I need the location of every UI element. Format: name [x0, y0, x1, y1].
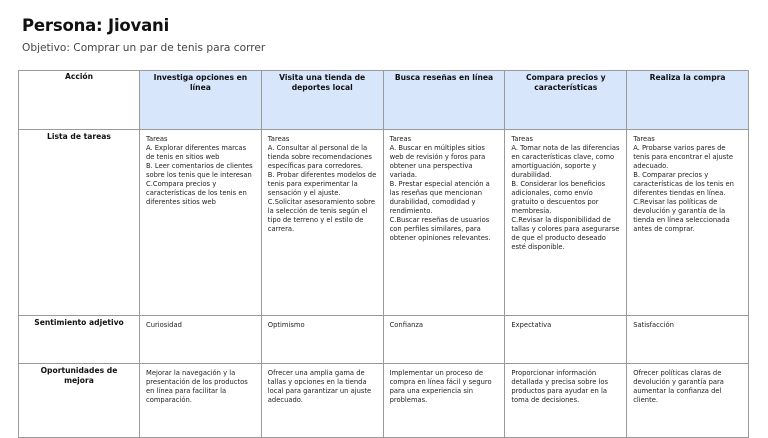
journey-map-table: [18, 70, 749, 438]
tasks-cell: [505, 130, 627, 316]
task-item: A. Consultar al personal de la tienda sobre recomendaciones específicas para corredores.: [267, 144, 372, 171]
row-label-sentiment: Sentimiento adjetivo: [19, 316, 140, 364]
task-item: B. Prestar especial atención a las reseñas que mencionan durabilidad, comodidad y rendimiento.: [389, 180, 490, 216]
opportunity-cell: Mejorar la navegación y la presentación de los productos en línea para facilitar la comparación.: [140, 364, 262, 438]
task-item: B. Comparar precios y características de los tenis en diferentes tiendas en línea.: [633, 171, 734, 198]
stage-header: Realiza la compra: [627, 71, 749, 130]
task-item: C.Revisar la disponibilidad de tallas y colores para asegurarse de que el producto deseado esté disponible.: [511, 216, 620, 252]
objective-text: Objetivo: Comprar un par de tenis para correr: [22, 42, 266, 54]
task-item: C.Compara precios y características de los tenis en diferentes sitios web: [146, 180, 247, 207]
task-item: B. Probar diferentes modelos de tenis para experimentar la sensación y el ajuste.: [267, 171, 377, 198]
tasks-heading: Tareas: [633, 135, 655, 143]
opportunities-row: [19, 364, 749, 438]
opportunity-cell: Proporcionar información detallada y precisa sobre los productos para ayudar en la toma de decisiones.: [505, 364, 627, 438]
corner-label-accion: Acción: [19, 71, 140, 130]
task-item: B. Considerar los beneficios adicionales, como envío gratuito o descuentos por membresía.: [511, 180, 606, 216]
sentiment-row: [19, 316, 749, 364]
tasks-cell: [627, 130, 749, 316]
stage-header: Investiga opciones en línea: [140, 71, 262, 130]
opportunity-cell: Ofrecer una amplia gama de tallas y opciones en la tienda local para garantizar un ajuste adecuado.: [261, 364, 383, 438]
sentiment-cell: Optimismo: [261, 316, 383, 364]
tasks-row: [19, 130, 749, 316]
task-item: A. Probarse varios pares de tenis para encontrar el ajuste adecuado.: [633, 144, 734, 171]
row-label-tasks: Lista de tareas: [19, 130, 140, 316]
opportunity-cell: Implementar un proceso de compra en línea fácil y seguro para una experiencia sin problemas.: [383, 364, 505, 438]
task-item: A. Buscar en múltiples sitios web de revisión y foros para obtener una perspectiva variada.: [389, 144, 486, 180]
tasks-cell: [383, 130, 505, 316]
row-label-opportunities: Oportunidades de mejora: [19, 364, 140, 438]
task-item: C.Revisar las políticas de devolución y garantía de la tienda en línea seleccionada antes de comprar.: [633, 198, 730, 234]
sentiment-cell: Curiosidad: [140, 316, 262, 364]
opportunity-cell: Ofrecer políticas claras de devolución y garantía para aumentar la confianza del cliente.: [627, 364, 749, 438]
tasks-heading: Tareas: [146, 135, 168, 143]
tasks-heading: Tareas: [267, 135, 290, 143]
task-item: C.Buscar reseñas de usuarios con perfiles similares, para obtener opiniones relevantes.: [389, 216, 491, 243]
stage-header: Compara precios y características: [505, 71, 627, 130]
tasks-heading: Tareas: [511, 135, 533, 143]
persona-title: Persona: Jiovani: [22, 16, 170, 35]
tasks-heading: Tareas: [389, 135, 412, 143]
task-item: A. Explorar diferentes marcas de tenis en sitios web: [146, 144, 247, 162]
sentiment-cell: Expectativa: [505, 316, 627, 364]
sentiment-cell: Satisfacción: [627, 316, 749, 364]
stage-header-row: [19, 71, 749, 130]
tasks-cell: [261, 130, 383, 316]
sentiment-cell: Confianza: [383, 316, 505, 364]
task-item: A. Tomar nota de las diferencias en características clave, como amortiguación, soporte y durabilidad.: [511, 144, 620, 180]
tasks-cell: [140, 130, 262, 316]
task-item: C.Solicitar asesoramiento sobre la selección de tenis según el tipo de terreno y el estilo de carrera.: [267, 198, 375, 234]
stage-header: Busca reseñas en línea: [383, 71, 505, 130]
task-item: B. Leer comentarios de clientes sobre los tenis que le interesan: [146, 162, 253, 180]
stage-header: Visita una tienda de deportes local: [261, 71, 383, 130]
